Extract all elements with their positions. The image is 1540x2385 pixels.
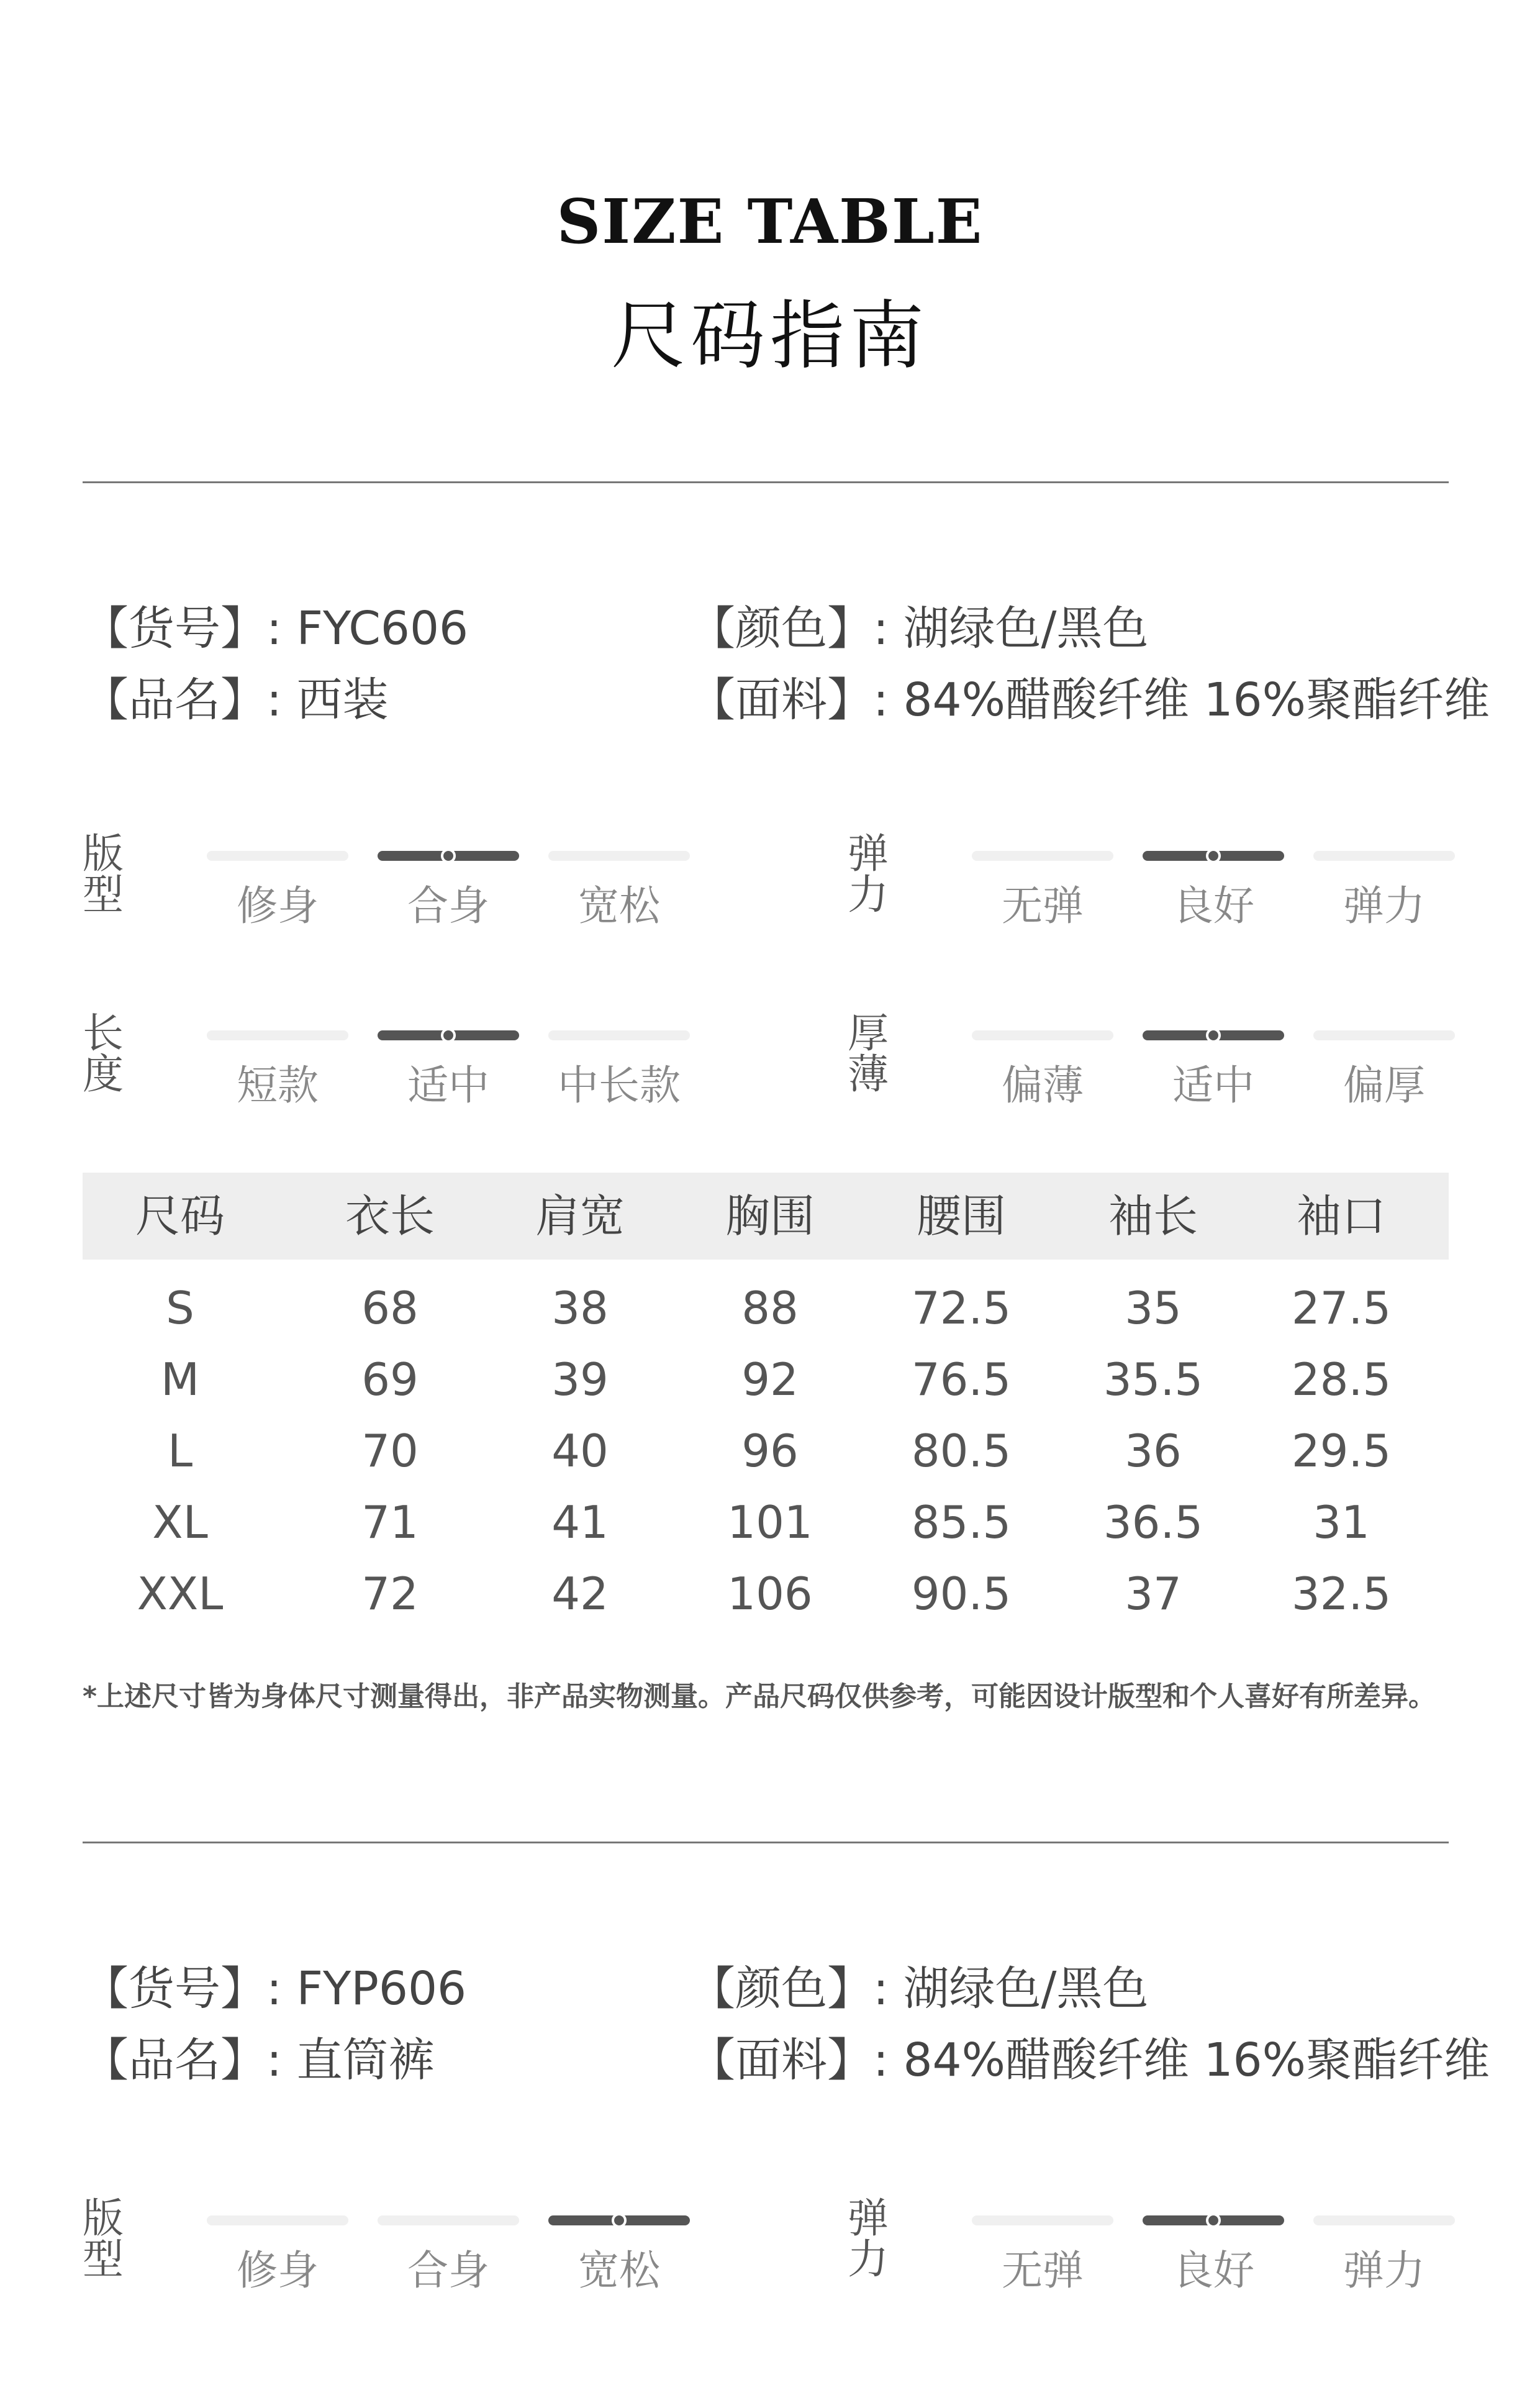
scale-title: 版型 (83, 830, 124, 919)
table-cell: 32.5 (1291, 1568, 1392, 1620)
scale-bar (548, 851, 690, 861)
table-cell: 88 (741, 1282, 799, 1334)
scale-bar-selected (378, 1030, 519, 1040)
table-cell: 42 (551, 1568, 609, 1620)
scale-bar (972, 2215, 1113, 2225)
scale-option: 弹力 (1343, 882, 1425, 930)
fabric-row (689, 2033, 1490, 2087)
scale-option: 中长款 (558, 1061, 681, 1109)
scale-option: 无弹 (1002, 2246, 1084, 2294)
name-label: 【品名】: (83, 2033, 297, 2087)
scale-option: 修身 (237, 2246, 319, 2294)
scale-bar-selected (548, 2215, 690, 2225)
table-cell: 35 (1125, 1282, 1182, 1334)
scale-option: 偏薄 (1002, 1061, 1084, 1109)
scale-bar (378, 2215, 519, 2225)
table-cell: 76.5 (911, 1353, 1012, 1406)
table-cell: 39 (551, 1353, 609, 1406)
scale-indicator-icon (438, 845, 459, 866)
table-cell: 29.5 (1291, 1425, 1392, 1477)
table-cell: 38 (551, 1282, 609, 1334)
table-cell: 71 (361, 1496, 419, 1548)
table-cell: XL (152, 1496, 208, 1548)
table-cell: 80.5 (911, 1425, 1012, 1477)
title-cn: 尺码指南 (611, 293, 929, 379)
color-label: 【颜色】: (689, 602, 904, 655)
scale-option: 短款 (237, 1061, 319, 1109)
table-cell: 72.5 (911, 1282, 1012, 1334)
name-row (83, 2033, 435, 2087)
scale-bar-selected (1143, 851, 1284, 861)
fabric-label: 【面料】: (689, 2033, 904, 2087)
color-row (689, 602, 1149, 655)
table-cell: 70 (361, 1425, 419, 1477)
item-no-value: FYC606 (296, 602, 469, 655)
table-cell: 106 (727, 1568, 813, 1620)
scale-indicator-icon (609, 2210, 630, 2231)
fabric-value: 84%醋酸纤维 16%聚酯纤维 (903, 673, 1490, 727)
item-no-label: 【货号】: (83, 1962, 297, 2015)
scale-option: 宽松 (578, 2246, 660, 2294)
table-cell: 36 (1125, 1425, 1182, 1477)
scale-option: 宽松 (578, 882, 660, 930)
scale-option: 合身 (407, 882, 489, 930)
scale-bar (972, 1030, 1113, 1040)
table-header-cell: 尺码 (135, 1190, 225, 1242)
scale-indicator-icon (1203, 845, 1224, 866)
scale-option: 适中 (407, 1061, 489, 1109)
scale-bar (207, 1030, 348, 1040)
table-cell: 28.5 (1291, 1353, 1392, 1406)
table-cell: 72 (361, 1568, 419, 1620)
scale-title: 弹力 (848, 2194, 889, 2283)
scale-indicator-icon (1203, 2210, 1224, 2231)
table-cell: 68 (361, 1282, 419, 1334)
table-cell: 96 (741, 1425, 799, 1477)
table-cell: 69 (361, 1353, 419, 1406)
table-cell: 90.5 (911, 1568, 1012, 1620)
table-cell: 101 (727, 1496, 813, 1548)
scale-indicator-icon (438, 1025, 459, 1046)
scale-option: 适中 (1172, 1061, 1254, 1109)
scale-indicator-icon (1203, 1025, 1224, 1046)
color-row (689, 1962, 1149, 2015)
scale-option: 修身 (237, 882, 319, 930)
fabric-row (689, 673, 1490, 727)
size-note: *上述尺寸皆为身体尺寸测量得出，非产品实物测量。产品尺码仅供参考，可能因设计版型和个人喜好有所差异。 (83, 1681, 1436, 1712)
table-cell: 37 (1125, 1568, 1182, 1620)
scale-bar-selected (378, 851, 519, 861)
table-header-cell: 袖口 (1296, 1190, 1386, 1242)
table-cell: 31 (1313, 1496, 1370, 1548)
item-no-row (83, 602, 469, 655)
table-cell: 35.5 (1103, 1353, 1203, 1406)
name-row (83, 673, 389, 727)
color-label: 【颜色】: (689, 1962, 904, 2015)
color-value: 湖绿色/黑色 (903, 602, 1149, 655)
table-header-cell: 胸围 (725, 1190, 815, 1242)
scale-option: 良好 (1172, 2246, 1254, 2294)
table-header-cell: 腰围 (916, 1190, 1006, 1242)
scale-bar (1313, 851, 1455, 861)
name-value: 西装 (296, 673, 389, 727)
scale-bar-selected (1143, 1030, 1284, 1040)
scale-title: 版型 (83, 2194, 124, 2283)
scale-bar (972, 851, 1113, 861)
divider (83, 481, 1449, 483)
scale-option: 合身 (407, 2246, 489, 2294)
scale-bar (1313, 2215, 1455, 2225)
name-value: 直筒裤 (296, 2033, 435, 2087)
scale-option: 无弹 (1002, 882, 1084, 930)
table-cell: 36.5 (1103, 1496, 1203, 1548)
item-no-label: 【货号】: (83, 602, 297, 655)
scale-bar (207, 2215, 348, 2225)
table-cell: 41 (551, 1496, 609, 1548)
scale-option: 弹力 (1343, 2246, 1425, 2294)
table-cell: S (166, 1282, 194, 1334)
name-label: 【品名】: (83, 673, 297, 727)
scale-bar (1313, 1030, 1455, 1040)
item-no-value: FYP606 (296, 1962, 467, 2015)
table-cell: M (160, 1353, 200, 1406)
scale-bar (207, 851, 348, 861)
scale-title: 厚薄 (848, 1009, 889, 1098)
table-cell: 40 (551, 1425, 609, 1477)
table-cell: 27.5 (1291, 1282, 1392, 1334)
divider (83, 1842, 1449, 1843)
scale-title: 弹力 (848, 830, 889, 919)
table-cell: XXL (137, 1568, 224, 1620)
scale-bar (548, 1030, 690, 1040)
fabric-value: 84%醋酸纤维 16%聚酯纤维 (903, 2033, 1490, 2087)
fabric-label: 【面料】: (689, 673, 904, 727)
scale-option: 良好 (1172, 882, 1254, 930)
color-value: 湖绿色/黑色 (903, 1962, 1149, 2015)
scale-bar-selected (1143, 2215, 1284, 2225)
table-cell: 92 (741, 1353, 799, 1406)
table-header-cell: 衣长 (345, 1190, 435, 1242)
scale-title: 长度 (83, 1009, 124, 1098)
table-header-cell: 袖长 (1108, 1190, 1198, 1242)
scale-option: 偏厚 (1343, 1061, 1425, 1109)
table-cell: 85.5 (911, 1496, 1012, 1548)
table-cell: L (167, 1425, 193, 1477)
item-no-row (83, 1962, 467, 2015)
table-header-cell: 肩宽 (535, 1190, 625, 1242)
title-en: SIZE TABLE (556, 186, 984, 258)
